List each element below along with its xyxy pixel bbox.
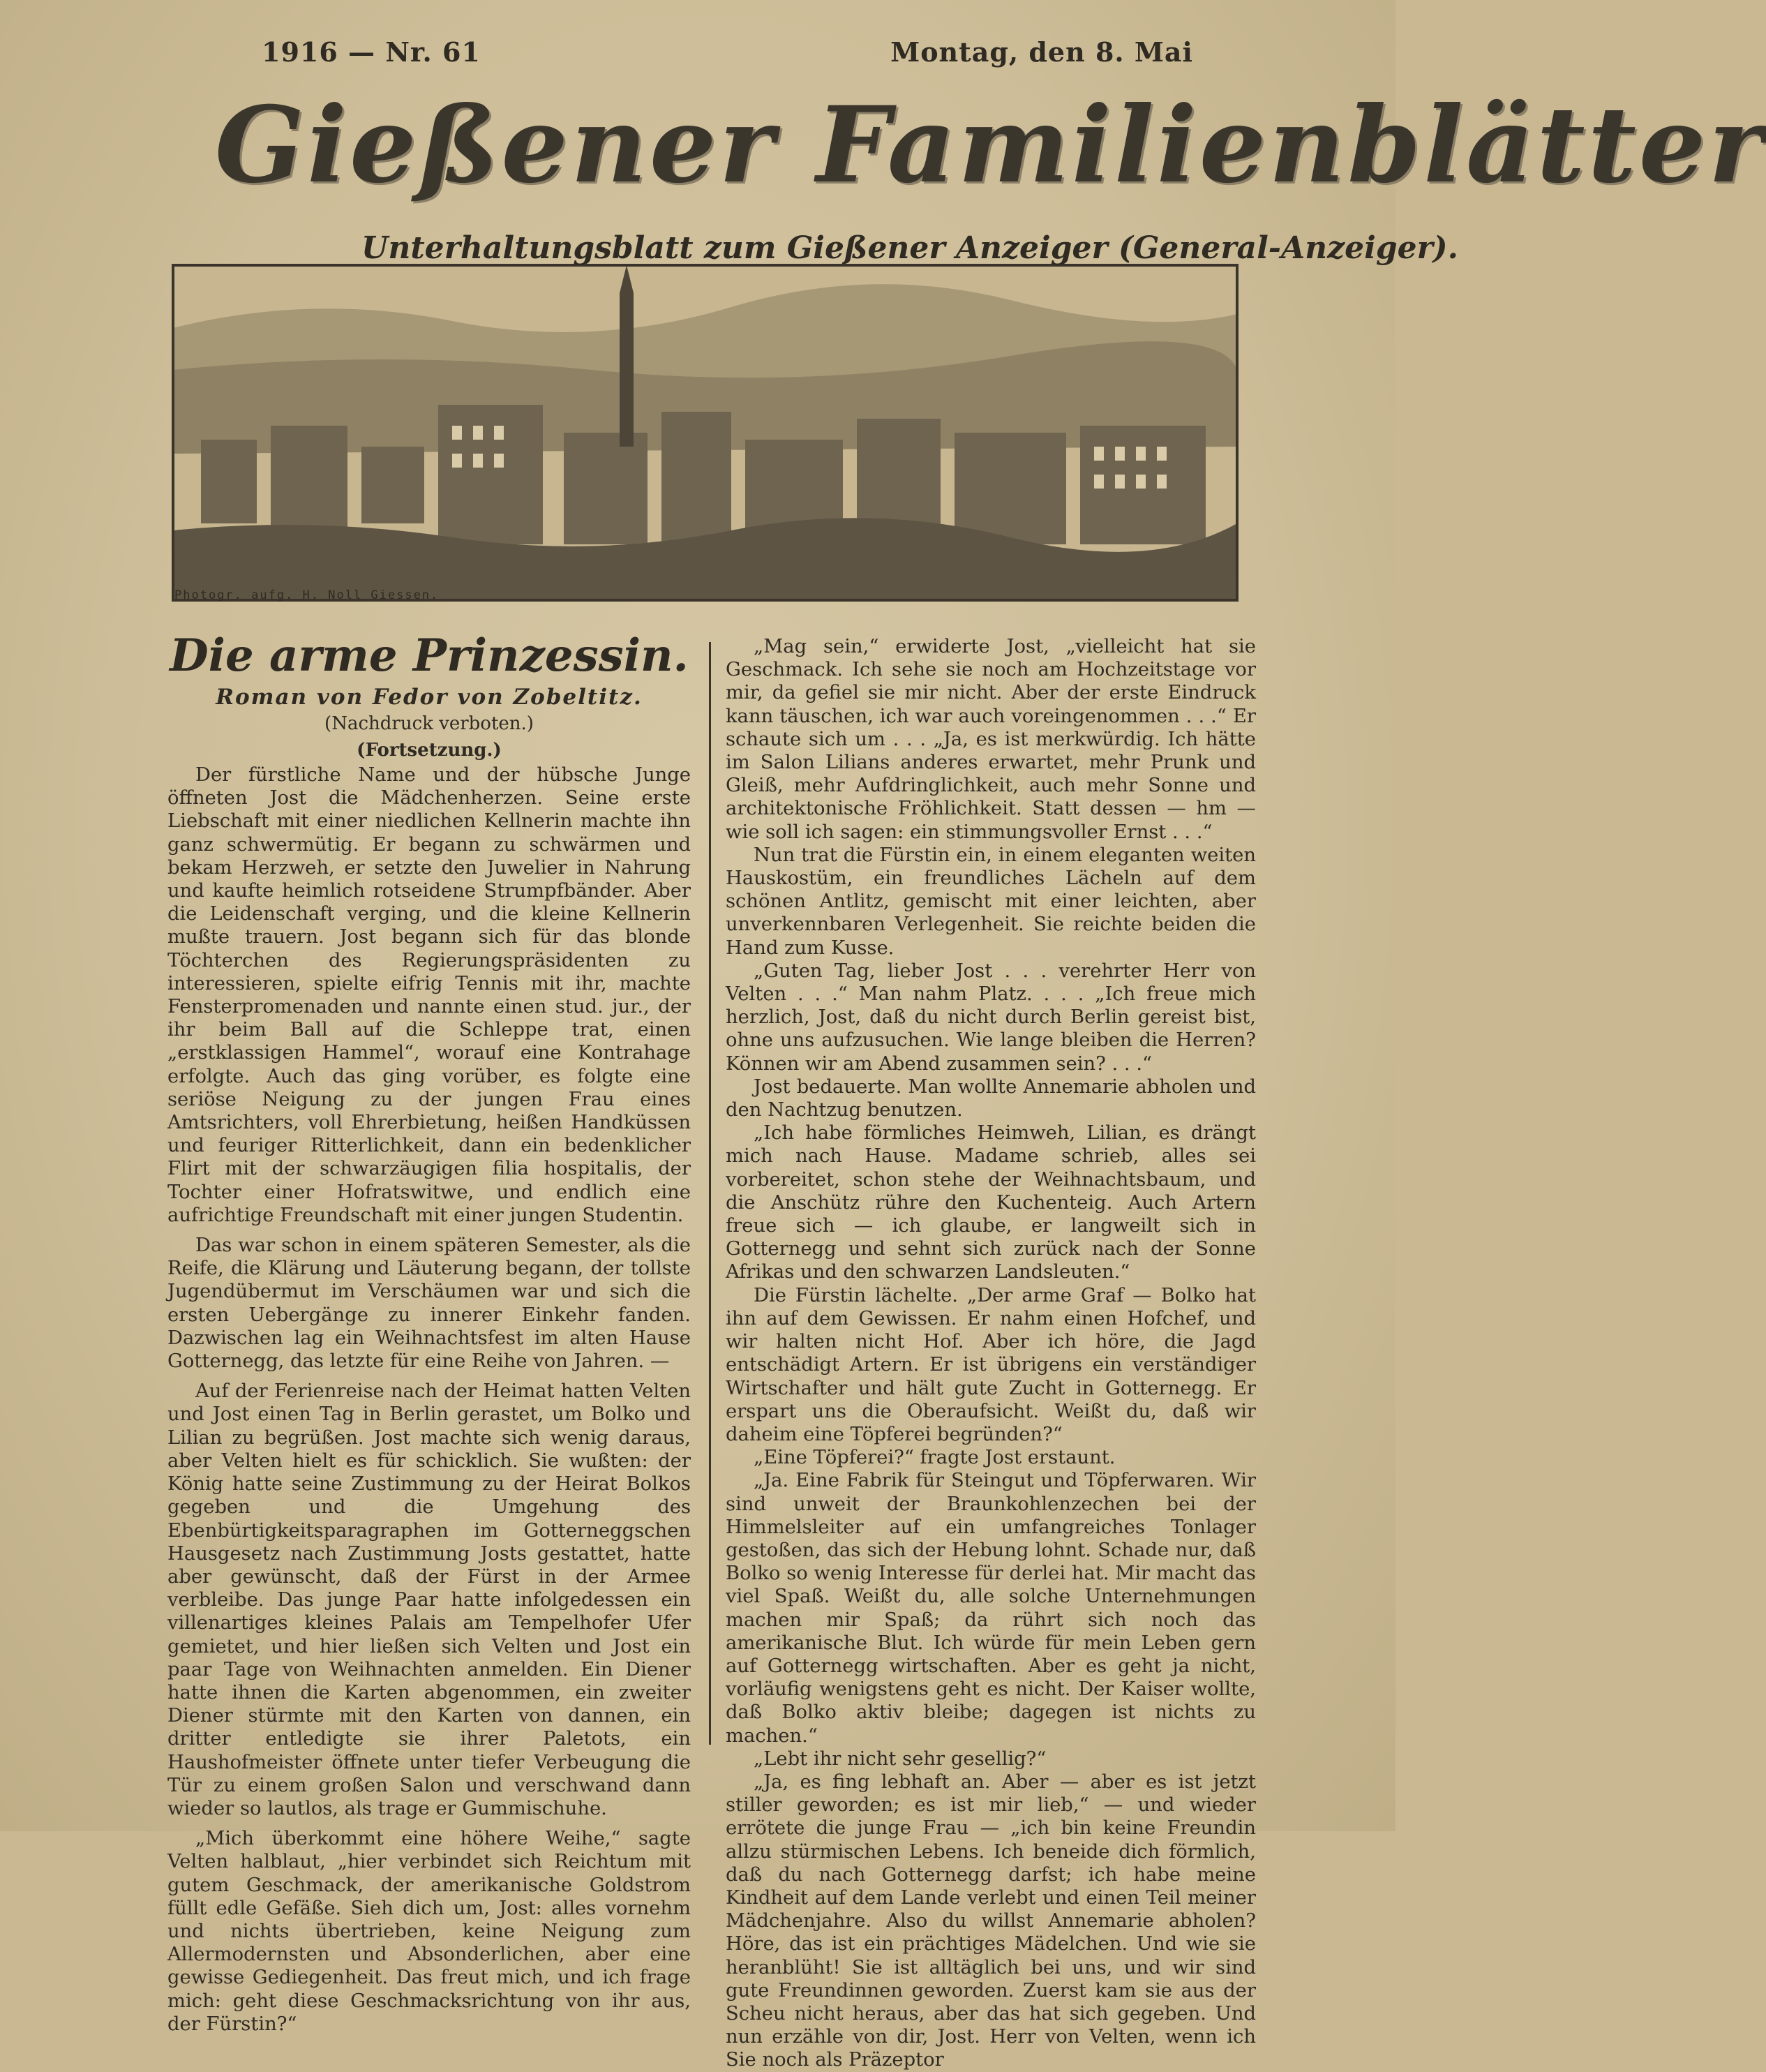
reprint-note: (Nachdruck verboten.) [324, 713, 534, 734]
masthead [173, 56, 1766, 600]
issue-date: Montag, den 8. Mai [890, 36, 1193, 68]
article-paragraph: „Mich überkommt eine höhere Weihe,“ sagte Velten halblaut, „hier verbindet sich Reichtum mit gutem Geschmack, der amerikanische Goldstrom füllt edle Gefäße. Sieh dich um, Jost: alles vornehm und nichts übertrieben, keine Neigung zum Allermodernsten und Absonderlichen, aber eine gewisse Gediegenheit. Das freut mich, und ich frage mich: geht diese Geschmacksrichtung von ihr aus, der Fürstin?“ [167, 1828, 691, 2035]
newspaper-subtitle: Unterhaltungsblatt zum Gießener Anzeiger (General-Anzeiger). [361, 230, 1458, 266]
right-column [726, 635, 1256, 2072]
article-paragraph: „Eine Töpferei?“ fragte Jost erstaunt. [754, 1447, 1116, 1469]
article-paragraph: „Lebt ihr nicht sehr gesellig?“ [754, 1747, 1047, 1770]
article-paragraph: Die Fürstin lächelte. „Der arme Graf — Bolko hat ihn auf dem Gewissen. Er nahm einen Hofchef, und wir halten nicht Hof. Aber ich höre, die Jagd entschädigt Artern. Er ist übrigens ein verständiger Wirtschafter und hält gute Zucht in Gotternegg. Er erspart uns die Oberaufsicht. Weißt du, daß wir daheim eine Töpferei begründen?“ [726, 1284, 1256, 1445]
left-column [167, 628, 691, 2036]
article-paragraph: „Ja, es fing lebhaft an. Aber — aber es ist jetzt stiller geworden; es ist mir lieb,“ — und wieder errötete die junge Frau — „ich bin keine Freundin allzu stürmischen Lebens. Ich beneide dich förmlich, daß du nach Gotternegg darfst; ich habe meine Kindheit auf dem Lande verlebt und einen Teil meiner Mädchenjahre. Also du willst Annemarie abholen? Höre, das ist ein prächtiges Mädelchen. Und wie sie heranblüht! Sie ist alltäglich bei uns, und wir sind gute Freundinnen geworden. Zuerst kam sie aus der Scheu nicht heraus, aber das hat sich gegeben. Und nun erzähle von dir, Jost. Herr von Velten, wenn ich Sie noch als Präzeptor [726, 1771, 1256, 2071]
article-paragraph: „Ja. Eine Fabrik für Steingut und Töpferwaren. Wir sind unweit der Braunkohlenzechen bei der Himmelsleiter auf ein umfangreiches Tonlager gestoßen, das sich der Hebung lohnt. Schade nur, daß Bolko so wenig Interesse für derlei hat. Mir macht das viel Spaß. Weißt du, alle solche Unternehmungen machen mir Spaß; da rührt sich noch das amerikanische Blut. Ich würde für mein Leben gern auf Gotternegg wirtschaften. Aber es geht ja nicht, vorläufig wenigstens geht es nicht. Der Kaiser wollte, daß Bolko aktiv bleibe; dagegen ist nichts zu machen.“ [726, 1470, 1256, 1747]
newspaper-title: Gießener Familienblätter [215, 84, 1766, 207]
article-paragraph: Der fürstliche Name und der hübsche Junge öffneten Jost die Mädchenherzen. Seine erste Liebschaft mit einer niedlichen Kellnerin machte ihn ganz schwermütig. Er begann zu schwärmen und bekam Herzweh, er setzte den Juwelier in Nahrung und kaufte heimlich rotseidene Strumpfbänder. Aber die Leidenschaft verging, und die kleine Kellnerin mußte trauern. Jost begann sich für das blonde Töchterchen des Regierungspräsidenten zu interessieren, spielte eifrig Tennis mit ihr, machte Fensterpromenaden und nannte einen stud. jur., der ihr beim Ball auf die Schleppe trat, einen „erstklassigen Hammel“, worauf eine Kontrahage erfolgte. Auch das ging vorüber, es folgte eine seriöse Neigung zu der jungen Frau eines Amtsrichters, voll Ehrerbietung, heißen Handküssen und feuriger Ritterlichkeit, dann ein bedenklicher Flirt mit der schwarzäugigen filia hospitalis, der Tochter einer Hofratswitwe, und endlich eine aufrichtige Freundschaft mit einer jungen Studentin. [167, 764, 691, 1226]
photo-credit: Photogr. aufg. H. Noll Giessen. [174, 588, 440, 602]
article-byline: Roman von Fedor von Zobeltitz. [216, 685, 643, 710]
article-paragraph: „Mag sein,“ erwiderte Jost, „vielleicht hat sie Geschmack. Ich sehe sie noch am Hochzeitstage vor mir, da gefiel sie mir nicht. Aber der erste Eindruck kann täuschen, ich war auch voreingenommen . . .“ Er schaute sich um . . . „Ja, es ist merkwürdig. Ich hätte im Salon Lilians anderes erwartet, mehr Prunk und Gleiß, mehr Aufdringlichkeit, auch mehr Sonne und architektonische Fröhlichkeit. Statt dessen — hm — wie soll ich sagen: ein stimmungsvoller Ernst . . .“ [726, 636, 1256, 843]
article-paragraph: Das war schon in einem späteren Semester, als die Reife, die Klärung und Läuterung begann, der tollste Jugendübermut im Verschäumen war und sich die ersten Uebergänge zu innerer Einkehr fanden. Dazwischen lag ein Weihnachtsfest im alten Hause Gotternegg, das letzte für eine Reihe von Jahren. — [167, 1235, 691, 1373]
article-title: Die arme Prinzessin. [170, 629, 689, 682]
issue-number: 1916 — Nr. 61 [262, 36, 481, 68]
continuation-note: (Fortsetzung.) [357, 740, 502, 761]
column-divider [709, 642, 711, 1745]
article-paragraph: Nun trat die Fürstin ein, in einem eleganten weiten Hauskostüm, ein freundliches Lächeln auf dem schönen Antlitz, gemischt mit einer leichten, aber unverkennbaren Verlegenheit. Sie reichte beiden die Hand zum Kusse. [726, 844, 1256, 959]
article-paragraph: „Guten Tag, lieber Jost . . . verehrter Herr von Velten . . .“ Man nahm Platz. . . . „Ich freue mich herzlich, Jost, daß du nicht durch Berlin gereist bist, ohne uns aufzusuchen. Wie lange bleiben die Herren? Können wir am Abend zusammen sein? . . .“ [726, 960, 1256, 1075]
article-paragraph: Jost bedauerte. Man wollte Annemarie abholen und den Nachtzug benutzen. [726, 1075, 1256, 1121]
article-paragraph: „Ich habe förmliches Heimweh, Lilian, es drängt mich nach Hause. Madame schrieb, alles sei vorbereitet, schon stehe der Weihnachtsbaum, und die Anschütz rühre den Kuchenteig. Auch Artern freue sich — ich glaube, er langweilt sich in Gotternegg und sehnt sich zurück nach der Sonne Afrikas und den schwarzen Landsleuten.“ [726, 1122, 1256, 1283]
town-illustration [173, 265, 1237, 600]
article-paragraph: Auf der Ferienreise nach der Heimat hatten Velten und Jost einen Tag in Berlin gerastet, um Bolko und Lilian zu begrüßen. Jost machte sich wenig daraus, aber Velten hielt es für schicklich. Sie wußten: der König hatte seine Zustimmung zu der Heirat Bolkos gegeben und die Umgehung des Ebenbürtigkeitsparagraphen im Gotterneggschen Hausgesetz nach Zustimmung Josts gestattet, hatte aber gewünscht, daß der Fürst in der Armee verbleibe. Das junge Paar hatte infolgedessen ein villenartiges kleines Palais am Tempelhofer Ufer gemietet, und hier ließen sich Velten und Jost ein paar Tage von Weihnachten anmelden. Ein Diener hatte ihnen die Karten abgenommen, ein zweiter Diener stürmte mit den Karten von dannen, ein dritter entledigte sie ihrer Paletots, ein Haushofmeister öffnete unter tiefer Verbeugung die Tür zu einem großen Salon und verschwand dann wieder so lautlos, als trage er Gummischuhe. [167, 1380, 691, 1819]
